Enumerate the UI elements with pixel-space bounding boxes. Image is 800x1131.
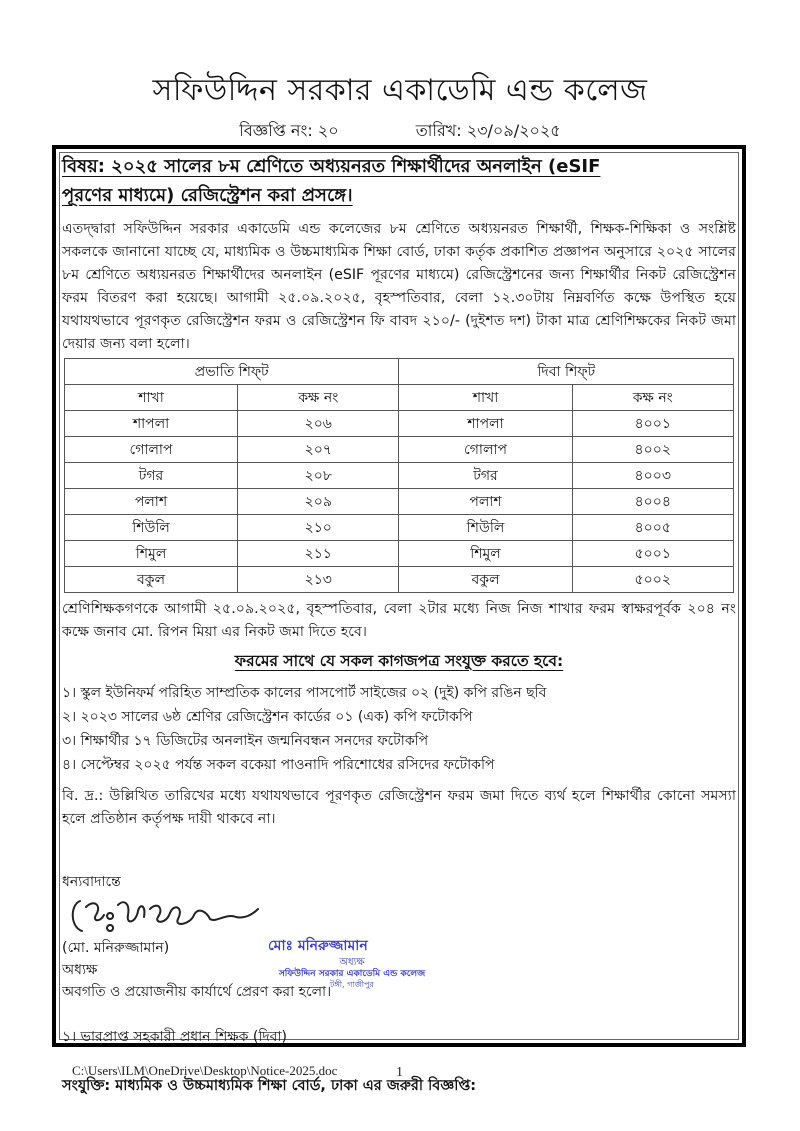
salutation: ধন্যবাদান্তে (62, 874, 121, 890)
subject-heading (62, 152, 736, 210)
column-header: কক্ষ নং (238, 385, 399, 411)
list-item: ৩। শিক্ষার্থীর ১৭ ডিজিটের অনলাইন জন্মনিবন্ধন সনদের ফটোকপি (62, 733, 429, 749)
column-header: শাখা (399, 385, 572, 411)
signature (62, 893, 736, 937)
section-name: শাপলা (399, 411, 572, 437)
room-number: ২০৭ (238, 437, 399, 463)
copy-recipients (62, 1025, 736, 1049)
section-name: পলাশ (65, 489, 238, 515)
room-number: ৫০০২ (572, 567, 733, 593)
stamp-title: অধ্যক্ষ (339, 957, 365, 968)
body-paragraph-1: এতদ্দ্বারা সফিউদ্দিন সরকার একাডেমি এন্ড কলেজের ৮ম শ্রেণিতে অধ্যয়নরত শিক্ষার্থী, শিক্ষক-শিক্ষিকা ও সংশ্লিষ্ট সকলকে জানানো যাচ্ছে যে, মাধ্যমিক ও উচ্চমাধ্যমিক শিক্ষা বোর্ড, ঢাকা কর্তৃক প্রকাশিত প্রজ্ঞাপন অনুসারে ২০২৫ সালের ৮ম শ্রেণিতে অধ্যয়নরত শিক্ষার্থীদের অনলাইন (eSIF পূরণের মাধ্যমে) রেজিস্ট্রেশনের জন্য শিক্ষার্থীর নিকট রেজিস্ট্রেশন ফরম বিতরণ করা হয়েছে। আগামী ২৫.০৯.২০২৫, বৃহস্পতিবার, বেলা ১২.৩০টায় নিম্নবর্ণিত কক্ষে উপস্থিত হয়ে যথাযথভাবে পূরণকৃত রেজিস্ট্রেশন ফরম ও রেজিস্ট্রেশন ফি বাবদ ২১০/- (দুইশত দশ) টাকা মাত্র শ্রেণিশিক্ষকের নিকট জমা দেয়ার জন্য বলা হলো। (62, 221, 736, 352)
list-item: ১। ভারপ্রাপ্ত সহকারী প্রধান শিক্ষক (দিবা) (62, 1029, 287, 1045)
table-row (65, 463, 734, 489)
room-number: ৪০০২ (572, 437, 733, 463)
section-name: বকুল (399, 567, 572, 593)
section-name: পলাশ (399, 489, 572, 515)
footer-page-number: 1 (396, 1065, 403, 1080)
signer-title: অধ্যক্ষ (62, 962, 98, 978)
footer-file-path: C:\Users\ILM\OneDrive\Desktop\Notice-2025.doc (72, 1063, 338, 1078)
room-number: ২০৮ (238, 463, 399, 489)
day-shift-header: দিবা শিফ্‌ট (399, 359, 734, 385)
stamp-location: টঙ্গী, গাজীপুর (330, 980, 374, 989)
column-header: শাখা (65, 385, 238, 411)
room-number: ২০৬ (238, 411, 399, 437)
room-number: ২০৯ (238, 489, 399, 515)
room-number: ৪০০৩ (572, 463, 733, 489)
shift-header-row (65, 359, 734, 385)
section-name: টগর (65, 463, 238, 489)
section-name: টগর (399, 463, 572, 489)
room-number: ৪০০৫ (572, 515, 733, 541)
forwarding-line: অবগতি ও প্রয়োজনীয় কার্যার্থে প্রেরণ করা হলো। (62, 984, 332, 1000)
subject-line-2: পূরণের মাধ্যমে) রেজিস্ট্রেশন করা প্রসঙ্গে। (62, 185, 353, 206)
notice-body (62, 152, 736, 1099)
section-name: গোলাপ (65, 437, 238, 463)
table-row (65, 567, 734, 593)
column-header-row (65, 385, 734, 411)
notice-number: বিজ্ঞপ্তি নং: ২০ (239, 121, 339, 140)
morning-shift-header: প্রভাতি শিফ্‌ট (65, 359, 399, 385)
table-row (65, 411, 734, 437)
list-item: ১। স্কুল ইউনিফর্ম পরিহিত সাম্প্রতিক কালের পাসপোর্ট সাইজের ০২ (দুই) কপি রঙিন ছবি (62, 685, 547, 701)
room-number: ৪০০১ (572, 411, 733, 437)
official-seal-stamp (262, 935, 442, 989)
section-name: শাপলা (65, 411, 238, 437)
table-row (65, 515, 734, 541)
notice-meta (0, 118, 800, 145)
signature-scribble-icon (66, 893, 266, 937)
room-number: ২১১ (238, 541, 399, 567)
subject-line-1: বিষয়: ২০২৫ সালের ৮ম শ্রেণিতে অধ্যয়নরত শিক্ষার্থীদের অনলাইন (eSIF (62, 156, 601, 177)
special-note: বি. দ্র.: উল্লিখিত তারিখের মধ্যে যথাযথভাবে পূরণকৃত রেজিস্ট্রেশন ফরম জমা দিতে ব্যর্থ হলে শিক্ষার্থীর কোনো সমস্যা হলে প্রতিষ্ঠান কর্তৃপক্ষ দায়ী থাকবে না। (62, 788, 736, 827)
closing-block (62, 871, 736, 1003)
attachment-line: সংযুক্তি: মাধ্যমিক ও উচ্চমাধ্যমিক শিক্ষা বোর্ড, ঢাকা এর জরুরী বিজ্ঞপ্তি: (62, 1078, 477, 1094)
column-header: কক্ষ নং (572, 385, 733, 411)
section-name: গোলাপ (399, 437, 572, 463)
institution-name: সফিউদ্দিন সরকার একাডেমি এন্ড কলেজ (152, 73, 648, 108)
table-row (65, 541, 734, 567)
list-item: ৪। সেপ্টেম্বর ২০২৫ পর্যন্ত সকল বকেয়া পাওনাদি পরিশোধের রসিদের ফটোকপি (62, 757, 495, 773)
room-number: ২১৩ (238, 567, 399, 593)
list-item: ২। ২০২৩ সালের ৬ষ্ঠ শ্রেণির রেজিস্ট্রেশন কার্ডের ০১ (এক) কপি ফটোকপি (62, 709, 473, 725)
section-name: বকুল (65, 567, 238, 593)
section-name: শিউলি (65, 515, 238, 541)
table-row (65, 437, 734, 463)
room-number: ৫০০১ (572, 541, 733, 567)
signer-name: (মো. মনিরুজ্জামান) (62, 940, 170, 956)
required-documents-heading: ফরমের সাথে যে সকল কাগজপত্র সংযুক্ত করতে হবে: (234, 652, 564, 670)
room-allocation-table (64, 358, 734, 593)
table-row (65, 489, 734, 515)
room-number: ২১০ (238, 515, 399, 541)
body-paragraph-2: শ্রেণিশিক্ষকগণকে আগামী ২৫.০৯.২০২৫, বৃহস্পতিবার, বেলা ২টার মধ্যে নিজ নিজ শাখার ফরম স্বাক্ষরপূর্বক ২০৪ নং কক্ষে জনাব মো. রিপন মিয়া এর নিকট জমা দিতে হবে। (62, 601, 736, 640)
notice-date: তারিখ: ২৩/০৯/২০২৫ (415, 121, 561, 140)
required-documents-list (62, 681, 736, 777)
stamp-name: মোঃ মনিরুজ্জামান (268, 938, 368, 954)
section-name: শিমুল (65, 541, 238, 567)
stamp-institution: সফিউদ্দিন সরকার একাডেমি এন্ড কলেজ (278, 969, 426, 979)
section-name: শিমুল (399, 541, 572, 567)
signer-row (62, 937, 736, 989)
section-name: শিউলি (399, 515, 572, 541)
room-number: ৪০০৪ (572, 489, 733, 515)
